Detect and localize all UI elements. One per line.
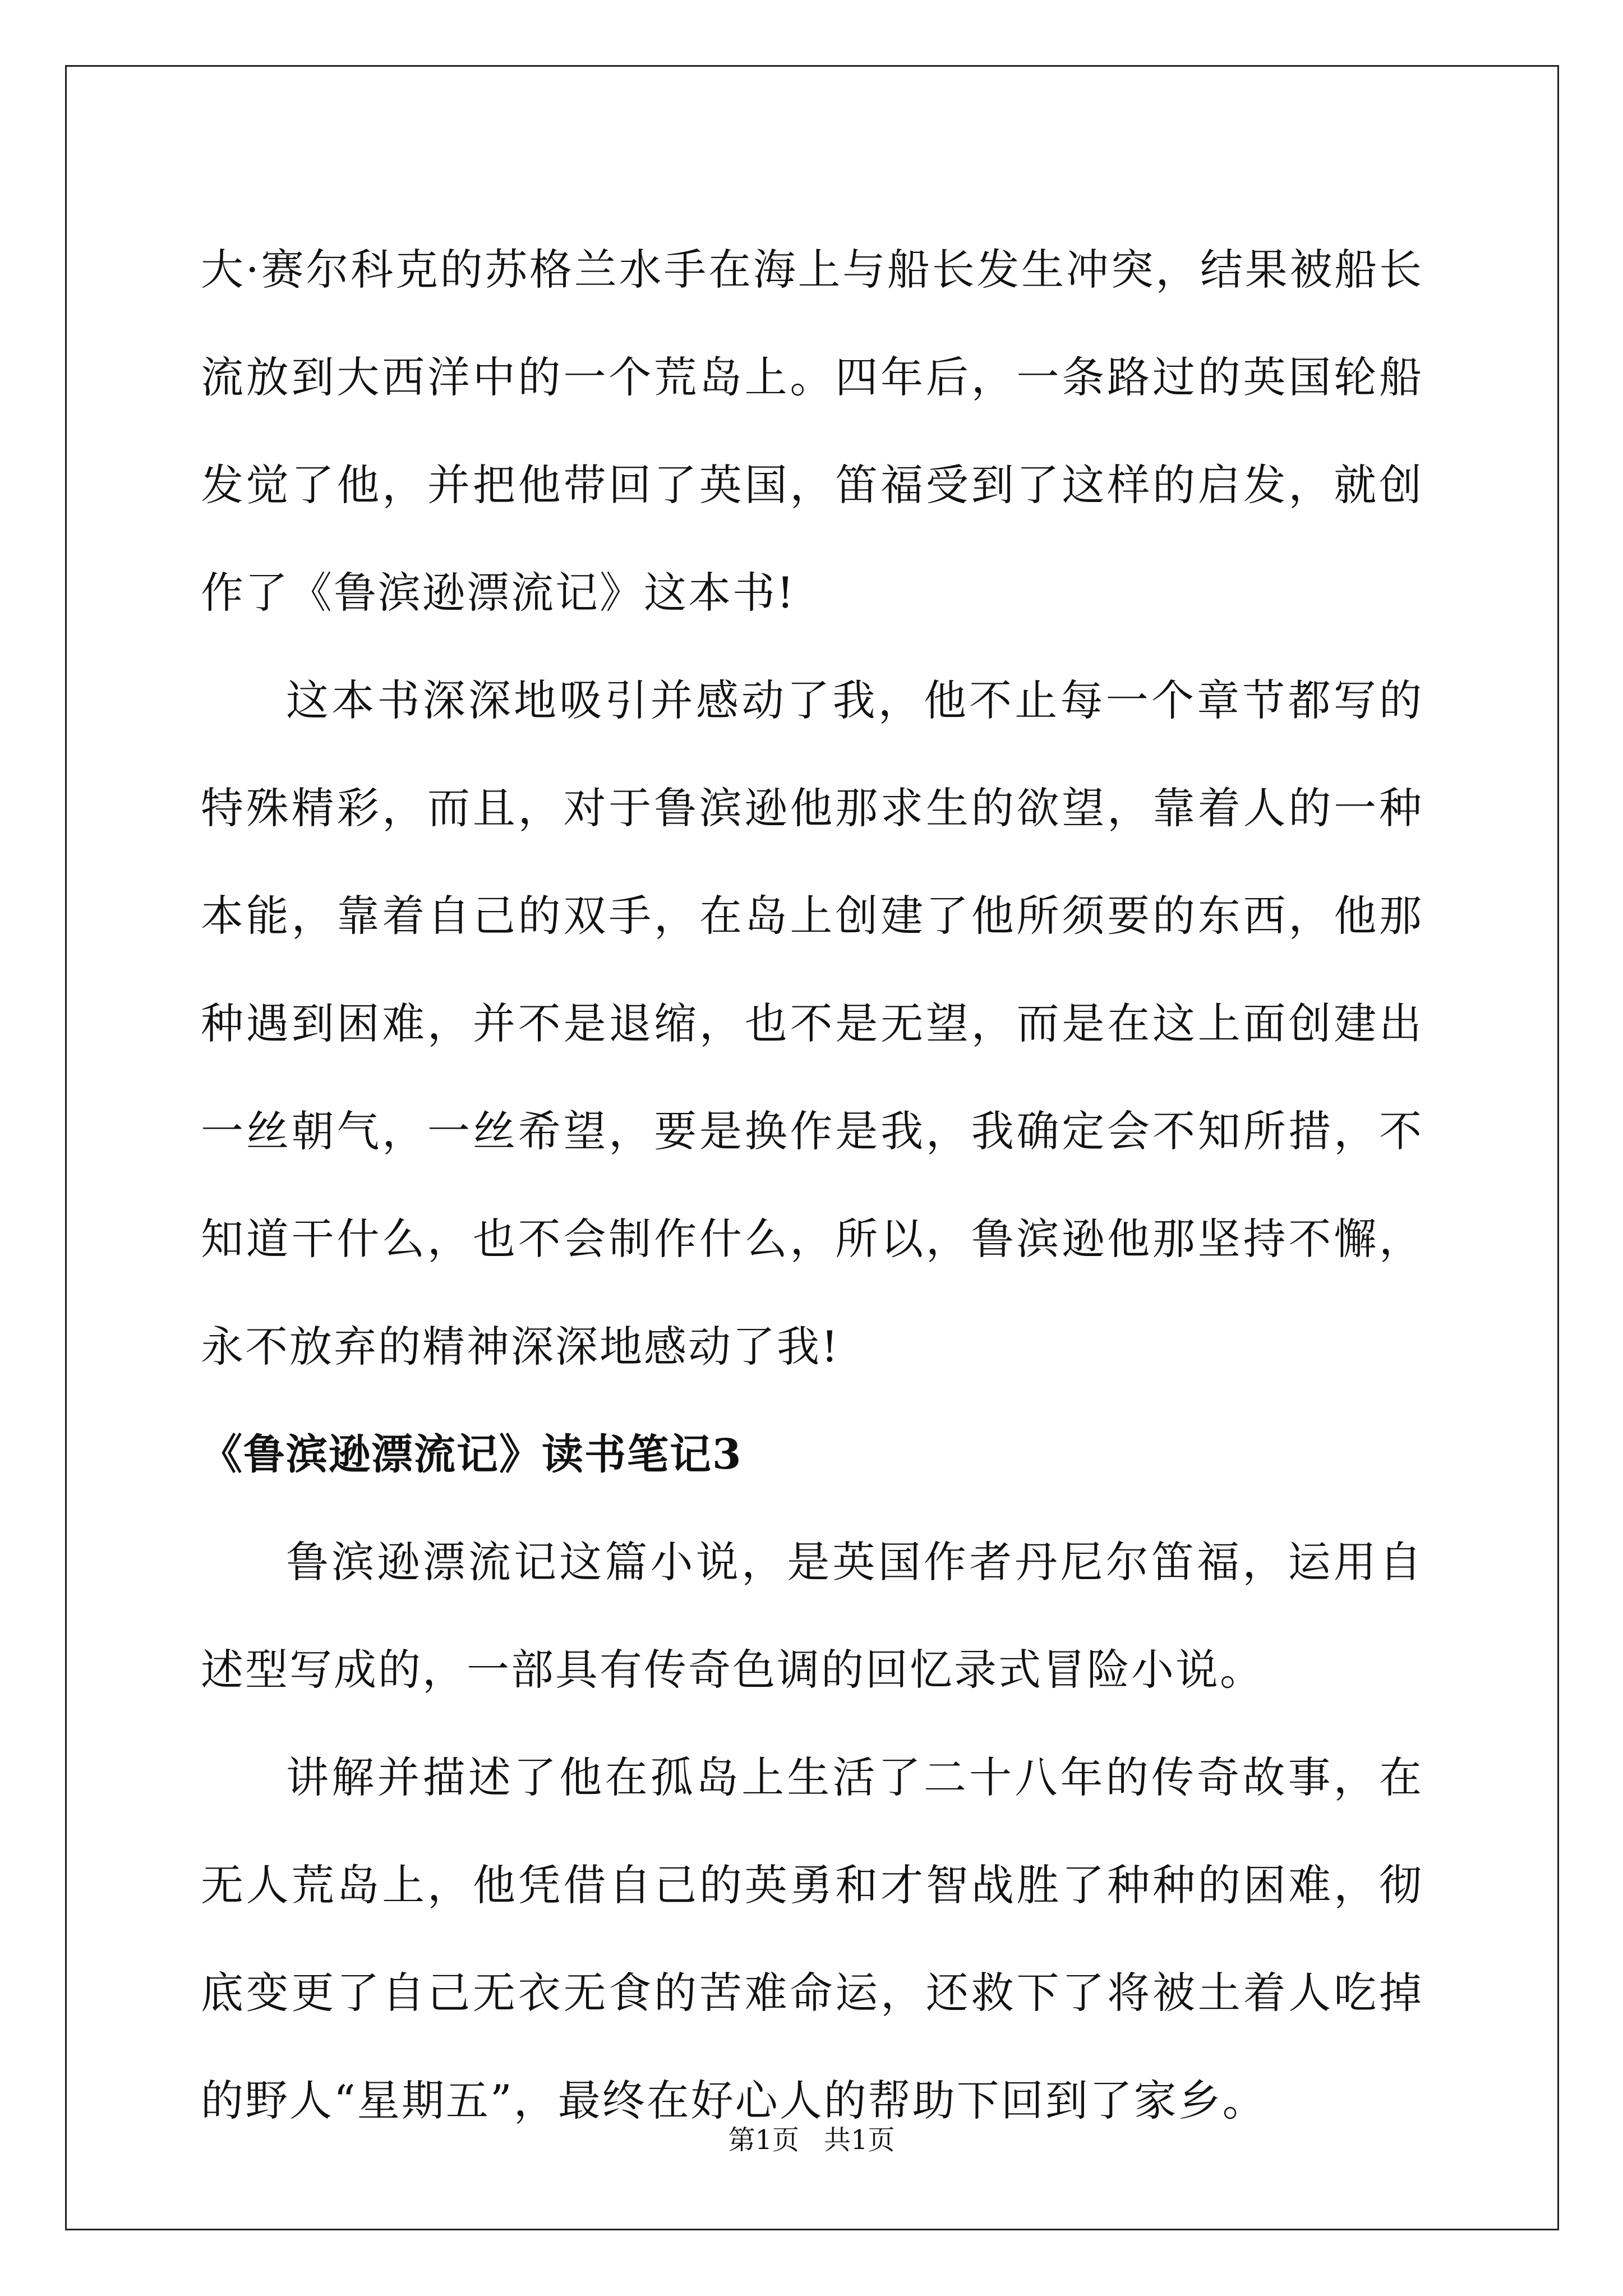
paragraph-3: 鲁滨逊漂流记这篇小说，是英国作者丹尼尔笛福，运用自述型写成的，一部具有传奇色调的回忆录式冒险小说。 [201, 1537, 1423, 1695]
section-heading: 《鲁滨逊漂流记》读书笔记3 [201, 1430, 743, 1479]
document-body [201, 216, 1423, 2155]
paragraph-4: 讲解并描述了他在孤岛上生活了二十八年的传奇故事，在无人荒岛上，他凭借自己的英勇和才智战胜了种种的困难，彻底变更了自己无衣无食的苦难命运，还救下了将被土着人吃掉的野人“星期五”，最终在好心人的帮助下回到了家乡。 [201, 1752, 1423, 2125]
paragraph-2: 这本书深深地吸引并感动了我，他不止每一个章节都写的特殊精彩，而且，对于鲁滨逊他那求生的欲望，靠着人的一种本能，靠着自己的双手，在岛上创建了他所须要的东西，他那种遇到困难，并不是退缩，也不是无望，而是在这上面创建出一丝朝气，一丝希望，要是换作是我，我确定会不知所措，不知道干什么，也不会制作什么，所以，鲁滨逊他那坚持不懈，永不放弃的精神深深地感动了我! [201, 675, 1423, 1372]
page-total: 共1页 [824, 2124, 895, 2156]
page-footer [0, 2123, 1623, 2157]
page-number: 第1页 [728, 2124, 799, 2156]
paragraph-1: 大·赛尔科克的苏格兰水手在海上与船长发生冲突，结果被船长流放到大西洋中的一个荒岛上。四年后，一条路过的英国轮船发觉了他，并把他带回了英国，笛福受到了这样的启发，就创作了《鲁滨逊漂流记》这本书! [201, 245, 1423, 618]
